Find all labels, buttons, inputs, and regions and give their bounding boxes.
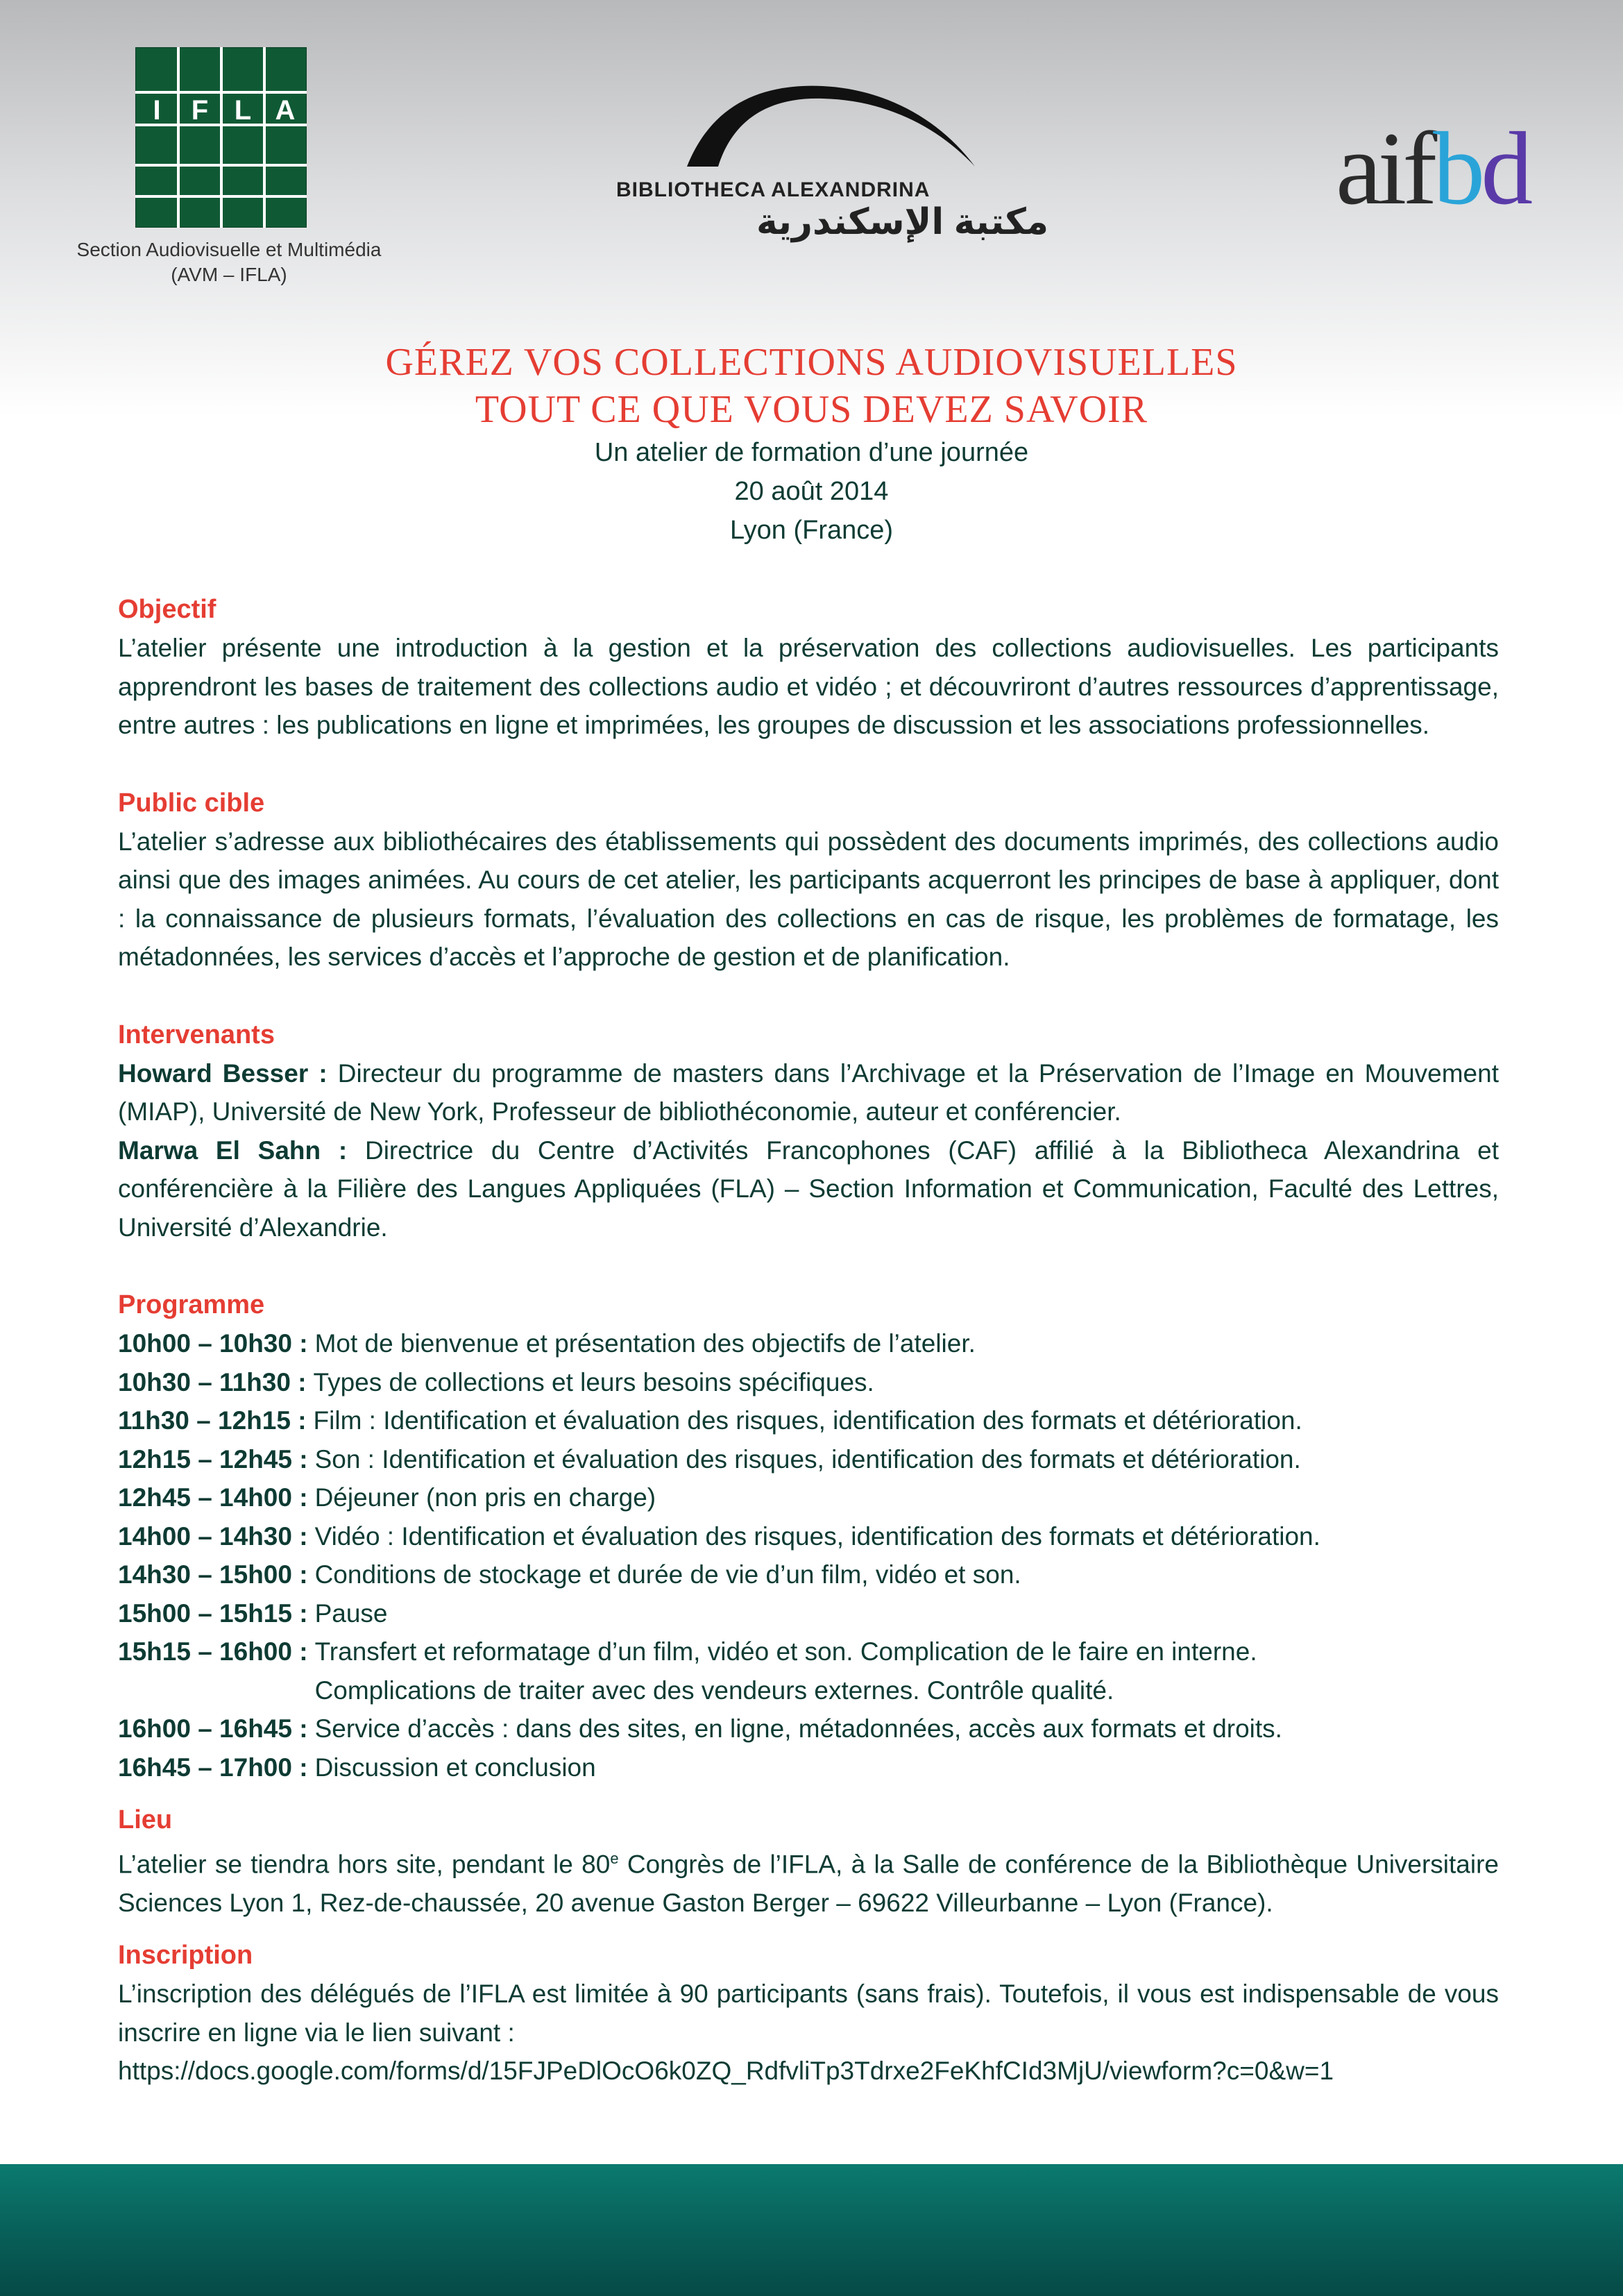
aifbd-logo-part: b xyxy=(1433,111,1481,226)
title-line-2: TOUT CE QUE VOUS DEVEZ SAVOIR xyxy=(475,388,1148,431)
programme-row xyxy=(118,1517,1499,1556)
programme-time: 16h45 – 17h00 : xyxy=(118,1753,308,1782)
programme-time: 12h15 – 12h45 : xyxy=(118,1444,308,1474)
speaker-name: Howard Besser : xyxy=(118,1058,328,1088)
title-block xyxy=(0,339,1623,550)
programme-desc: Mot de bienvenue et présentation des objectifs de l’atelier. xyxy=(314,1329,976,1358)
ifla-letter-i: I xyxy=(153,95,161,126)
programme-row xyxy=(118,1401,1499,1440)
programme-row xyxy=(118,1594,1499,1633)
public-heading: Public cible xyxy=(118,788,265,818)
intervenants-heading: Intervenants xyxy=(118,1020,275,1049)
programme-row xyxy=(118,1478,1499,1517)
programme-row xyxy=(118,1324,1499,1363)
footer-band xyxy=(0,2164,1623,2296)
programme-time: 15h00 – 15h15 : xyxy=(118,1598,308,1628)
workshop-place: Lyon (France) xyxy=(729,516,894,545)
programme-desc: Son : Identification et évaluation des risques, identification des formats et détérioration. xyxy=(314,1444,1301,1474)
programme-time: 10h30 – 11h30 : xyxy=(118,1367,307,1396)
workshop-date: 20 août 2014 xyxy=(734,477,889,506)
programme-heading: Programme xyxy=(118,1290,265,1319)
lieu-heading: Lieu xyxy=(118,1805,173,1834)
programme-desc: Transfert et reformatage d’un film, vidéo et son. Complication de le faire en interne. xyxy=(314,1637,1257,1666)
ifla-caption xyxy=(42,237,416,287)
programme-list xyxy=(118,1324,1499,1787)
aifbd-logo xyxy=(1336,111,1529,226)
main-content xyxy=(118,590,1499,2091)
lieu-superscript: e xyxy=(610,1850,619,1867)
ifla-letter-f: F xyxy=(191,95,209,126)
ifla-caption-line: Section Audiovisuelle et Multimédia xyxy=(76,239,382,260)
lieu-text-part: Congrès de l’IFLA, à la Salle de conférence de la Bibliothèque Universitaire Sciences Lyon 1, Rez-de-chaussée, 20 avenue Gaston Berger – 69622 Villeurbanne – Lyon (France). xyxy=(118,1850,1499,1917)
programme-desc: Déjeuner (non pris en charge) xyxy=(314,1483,656,1512)
speaker-bio: Directeur du programme de masters dans l’Archivage et la Préservation de l’Image en Mouvement (MIAP), Université de New York, Professeur de bibliothéconomie, auteur et conférencier. xyxy=(118,1058,1499,1126)
aifbd-logo-part: aif xyxy=(1336,111,1434,226)
inscription-text: L’inscription des délégués de l’IFLA est limitée à 90 participants (sans frais). Toutefois, il vous est indispensable de vous inscrire en ligne via le lien suivant : xyxy=(118,1980,1499,2047)
programme-row xyxy=(118,1555,1499,1594)
bibliotheca-arabic-name: مكتبة الإسكندرية xyxy=(756,202,1049,242)
speaker-bio: Directrice du Centre d’Activités Francophones (CAF) affilié à la Bibliotheca Alexandrina et conférencière à la Filière des Langues Appliquées (FLA) – Section Information et Communication, Faculté des Lettres, Université d’Alexandrie. xyxy=(118,1136,1499,1242)
programme-row xyxy=(118,1440,1499,1479)
programme-time: 12h45 – 14h00 : xyxy=(118,1483,308,1512)
public-text: L’atelier s’adresse aux bibliothécaires des établissements qui possèdent des documents imprimés, des collections audio ainsi que des images animées. Au cours de cet atelier, les participants acquerront les principes de base à appliquer, dont : la connaissance de plusieurs formats, l’évaluation des collections en cas de risque, les problèmes de formatage, les métadonnées, les services d’accès et l’approche de gestion et de planification. xyxy=(118,827,1499,971)
programme-desc: Film : Identification et évaluation des risques, identification des formats et détérioration. xyxy=(313,1406,1302,1435)
workshop-subtitle: Un atelier de formation d’une journée xyxy=(594,438,1029,467)
programme-row xyxy=(118,1710,1499,1748)
ifla-caption-line: (AVM – IFLA) xyxy=(171,264,287,285)
programme-desc: Vidéo : Identification et évaluation des risques, identification des formats et détérioration. xyxy=(314,1521,1320,1551)
speaker-name: Marwa El Sahn : xyxy=(118,1136,348,1165)
programme-desc: Types de collections et leurs besoins spécifiques. xyxy=(313,1367,874,1396)
programme-time: 14h30 – 15h00 : xyxy=(118,1560,308,1589)
programme-row xyxy=(118,1748,1499,1787)
programme-time: 14h00 – 14h30 : xyxy=(118,1521,308,1551)
programme-desc: Discussion et conclusion xyxy=(314,1753,596,1782)
ifla-letter-l: L xyxy=(234,95,252,126)
programme-time: 10h00 – 10h30 : xyxy=(118,1329,308,1358)
programme-desc: Conditions de stockage et durée de vie d’un film, vidéo et son. xyxy=(314,1560,1021,1589)
programme-row xyxy=(118,1363,1499,1402)
ifla-letter-a: A xyxy=(275,95,296,126)
inscription-heading: Inscription xyxy=(118,1941,253,1970)
inscription-link[interactable]: https://docs.google.com/forms/d/15FJPeDlOcO6k0ZQ_RdfvliTp3Tdrxe2FeKhfCId3MjU/viewform?c=0&w=1 xyxy=(118,2057,1334,2086)
title-line-1: GÉREZ VOS COLLECTIONS AUDIOVISUELLES xyxy=(385,341,1238,384)
lieu-text xyxy=(118,1839,1499,1922)
programme-time: 16h00 – 16h45 : xyxy=(118,1714,308,1743)
bibliotheca-latin-name: BIBLIOTHECA ALEXANDRINA xyxy=(616,178,931,201)
objectif-heading: Objectif xyxy=(118,595,216,624)
lieu-text-part: L’atelier se tiendra hors site, pendant le 80 xyxy=(118,1850,611,1879)
programme-desc: Pause xyxy=(314,1598,388,1628)
aifbd-logo-part: d xyxy=(1481,111,1529,226)
programme-time: 15h15 – 16h00 : xyxy=(118,1637,308,1666)
programme-desc: Complications de traiter avec des vendeurs externes. Contrôle qualité. xyxy=(314,1675,1114,1705)
ifla-logo xyxy=(135,47,307,228)
programme-time: 11h30 – 12h15 : xyxy=(118,1406,307,1435)
objectif-text: L’atelier présente une introduction à la gestion et la préservation des collections audiovisuelles. Les participants apprendront les bases de traitement des collections audio et vidéo ; et découvriront d’autres ressources d’apprentissage, entre autres : les publications en ligne et imprimées, les groupes de discussion et les associations professionnelles. xyxy=(118,634,1499,739)
programme-row xyxy=(118,1632,1499,1710)
speaker-besser xyxy=(118,1054,1499,1131)
programme-desc: Service d’accès : dans des sites, en ligne, métadonnées, accès aux formats et droits. xyxy=(314,1714,1282,1743)
speaker-el-sahn xyxy=(118,1131,1499,1247)
